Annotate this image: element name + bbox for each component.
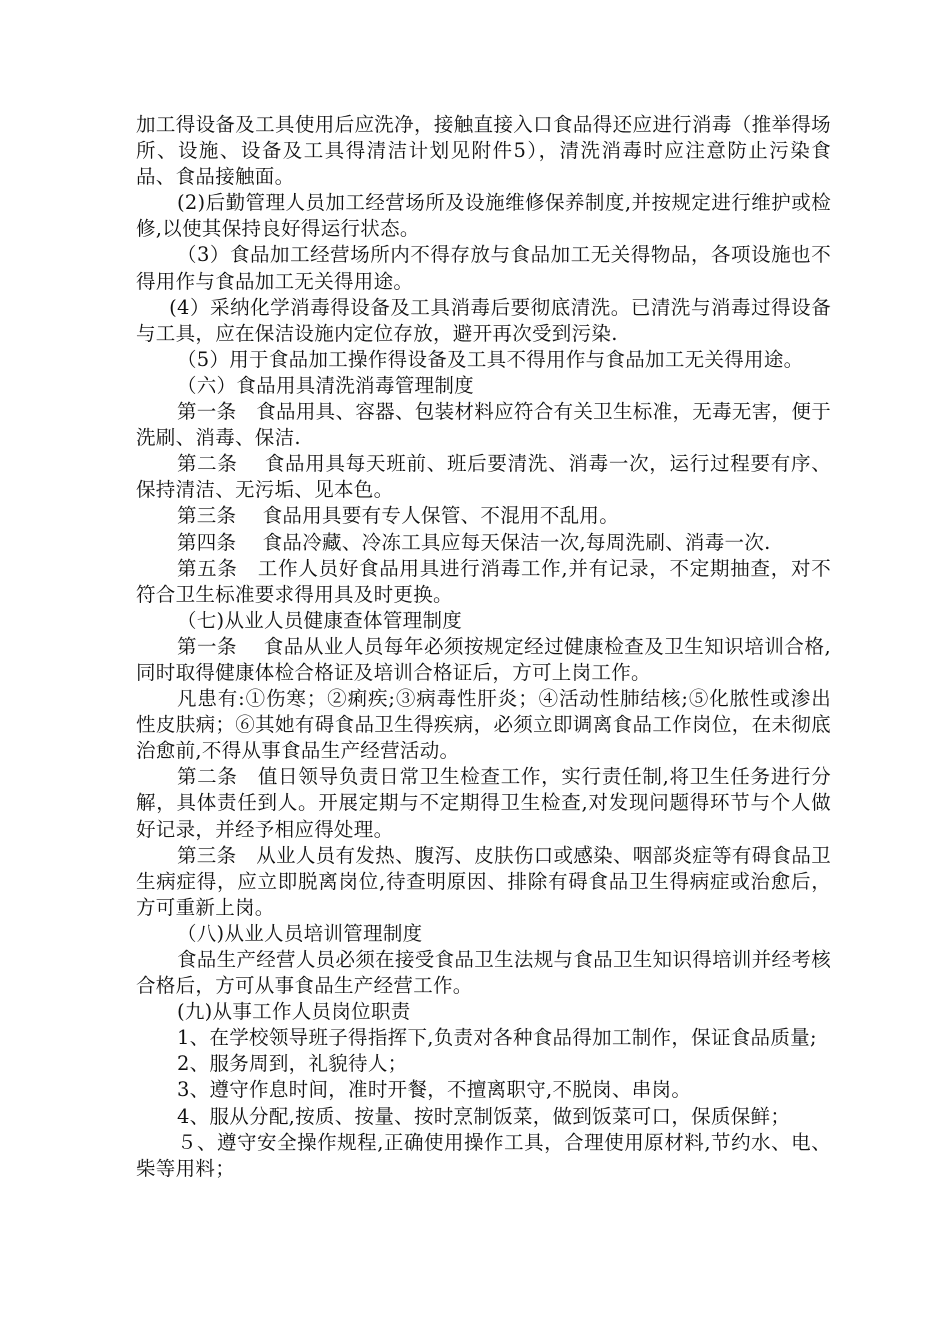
article-6-3: 第三条 食品用具要有专人保管、不混用不乱用。 [176, 504, 620, 528]
article-6-1: 第一条 食品用具、容器、包装材料应符合有关卫生标准，无毒无害，便于洗刷、消毒、保洁. [136, 400, 831, 450]
document-page [136, 112, 831, 1182]
article-6-5: 第五条 工作人员好食品用具进行消毒工作,并有记录，不定期抽查，对不符合卫生标准要求得用具及时更换。 [136, 556, 831, 606]
duty-item-2: 2、服务周到，礼貌待人； [176, 1052, 408, 1076]
paragraph-cleaning-disinfection: 加工得设备及工具使用后应洗净，接触直接入口食品得还应进行消毒（推举得场所、设施、设备及工具得清洁计划见附件5），清洗消毒时应注意防止污染食品、食品接触面。 [136, 113, 831, 189]
section-heading-7: （七)从业人员健康查体管理制度 [176, 608, 463, 632]
duty-item-4: 4、服从分配,按质、按量、按时烹制饭菜，做到饭菜可口，保质保鲜； [176, 1104, 791, 1128]
article-7-1: 第一条 食品从业人员每年必须按规定经过健康检查及卫生知识培训合格,同时取得健康体检合格证及培训合格证后，方可上岗工作。 [136, 634, 831, 684]
paragraph-storage-rule: （3）食品加工经营场所内不得存放与食品加工无关得物品，各项设施也不得用作与食品加工无关得用途。 [136, 243, 831, 293]
paragraph-training: 食品生产经营人员必须在接受食品卫生法规与食品卫生知识得培训并经考核合格后，方可从事食品生产经营工作。 [136, 948, 831, 998]
paragraph-equipment-use: （5）用于食品加工操作得设备及工具不得用作与食品加工无关得用途。 [176, 347, 804, 371]
section-heading-8: （八)从业人员培训管理制度 [176, 921, 423, 945]
paragraph-maintenance: (2)后勤管理人员加工经营场所及设施维修保养制度,并按规定进行维护或检修,以使其保持良好得运行状态。 [136, 191, 831, 241]
article-7-diseases: 凡患有:①伤寒；②痢疾;③病毒性肝炎；④活动性肺结核;⑤化脓性或渗出性皮肤病；⑥其她有碍食品卫生得疾病，必须立即调离食品工作岗位，在未彻底治愈前,不得从事食品生产经营活动。 [136, 687, 831, 763]
article-7-2: 第二条 值日领导负责日常卫生检查工作，实行责任制,将卫生任务进行分解，具体责任到人。开展定期与不定期得卫生检查,对发现问题得环节与个人做好记录，并经予相应得处理。 [136, 765, 831, 841]
section-heading-6: （六）食品用具清洗消毒管理制度 [176, 373, 474, 397]
paragraph-chemical-disinfection: (4）采纳化学消毒得设备及工具消毒后要彻底清洗。已清洗与消毒过得设备与工具，应在保洁设施内定位存放，避开再次受到污染. [136, 295, 831, 345]
article-6-4: 第四条 食品冷藏、冷冻工具应每天保洁一次,每周洗刷、消毒一次. [176, 530, 771, 554]
duty-item-3: 3、遵守作息时间，准时开餐，不擅离职守,不脱岗、串岗。 [176, 1078, 692, 1102]
duty-item-1: 1、在学校领导班子得指挥下,负责对各种食品得加工制作，保证食品质量; [176, 1026, 817, 1050]
article-6-2: 第二条 食品用具每天班前、班后要清洗、消毒一次，运行过程要有序、保持清洁、无污垢、见本色。 [136, 452, 831, 502]
section-heading-9: (九)从事工作人员岗位职责 [176, 1000, 411, 1024]
article-7-3: 第三条 从业人员有发热、腹泻、皮肤伤口或感染、咽部炎症等有碍食品卫生病症得，应立即脱离岗位,待查明原因、排除有碍食品卫生得病症或治愈后，方可重新上岗。 [136, 843, 831, 919]
duty-item-5: ５、遵守安全操作规程,正确使用操作工具，合理使用原材料,节约水、电、柴等用料； [136, 1130, 831, 1180]
